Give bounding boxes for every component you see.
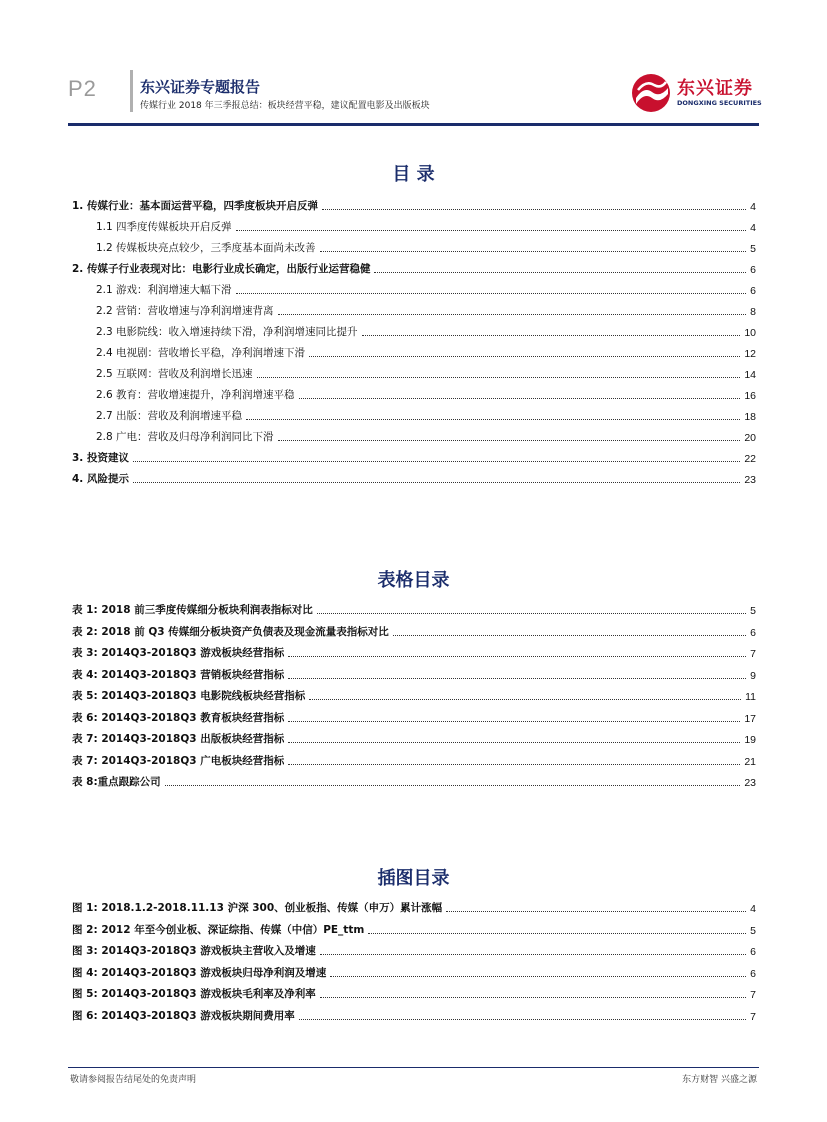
entry-page-number: 23 (744, 777, 756, 789)
tables-entry[interactable] (72, 773, 756, 789)
entry-label: 表 6: 2014Q3-2018Q3 教育板块经营指标 (72, 711, 285, 724)
report-title: 东兴证券专题报告 (140, 78, 261, 96)
contents-entry[interactable] (96, 407, 756, 423)
company-logo (630, 72, 765, 114)
entry-page-number: 11 (745, 691, 756, 703)
entry-label: 4. 风险提示 (72, 473, 129, 485)
figures-entry[interactable] (72, 942, 756, 958)
entry-label: 图 1: 2018.1.2-2018.11.13 沪深 300、创业板指、传媒（申万）累计涨幅 (72, 902, 443, 914)
dot-leader (288, 742, 740, 743)
figures-list-title: 插图目录 (377, 868, 450, 889)
entry-page-number: 6 (750, 967, 756, 980)
entry-page-number: 4 (750, 903, 756, 915)
entry-label: 2.6 教育：营收增速提升，净利润增速平稳 (96, 389, 295, 401)
entry-page-number: 22 (744, 453, 756, 465)
figures-entry[interactable] (72, 1007, 756, 1023)
contents-entry[interactable] (96, 365, 756, 381)
entry-page-number: 6 (750, 264, 756, 276)
entry-page-number: 5 (750, 605, 756, 617)
entry-page-number: 17 (744, 712, 756, 725)
dot-leader (246, 419, 740, 420)
dot-leader (320, 251, 747, 252)
dot-leader (309, 699, 741, 700)
dot-leader (309, 356, 740, 357)
entry-page-number: 5 (750, 243, 756, 255)
dot-leader (236, 230, 747, 231)
dot-leader (299, 1019, 746, 1020)
entry-label: 图 3: 2014Q3-2018Q3 游戏板块主营收入及增速 (72, 945, 316, 957)
contents-entry[interactable] (96, 302, 756, 318)
entry-page-number: 9 (750, 669, 756, 682)
entry-label: 表 7: 2014Q3-2018Q3 广电板块经营指标 (72, 754, 285, 767)
entry-label: 1.1 四季度传媒板块开启反弹 (96, 221, 232, 233)
entry-page-number: 19 (744, 734, 756, 746)
entry-label: 2.5 互联网：营收及利润增长迅速 (96, 368, 253, 380)
entry-page-number: 5 (750, 924, 756, 937)
dot-leader (288, 721, 740, 722)
dot-leader (133, 482, 740, 483)
contents-entry[interactable] (96, 239, 756, 255)
entry-label: 表 5: 2014Q3-2018Q3 电影院线板块经营指标 (72, 690, 306, 702)
contents-entry[interactable] (96, 281, 756, 297)
dot-leader (236, 293, 747, 294)
entry-page-number: 7 (750, 648, 756, 660)
entry-label: 1.2 传媒板块亮点较少，三季度基本面尚未改善 (96, 242, 316, 254)
entry-page-number: 6 (750, 626, 756, 639)
entry-label: 3. 投资建议 (72, 452, 129, 464)
figures-entry[interactable] (72, 921, 756, 937)
dot-leader (374, 272, 746, 273)
dot-leader (288, 656, 746, 657)
tables-entry[interactable] (72, 666, 756, 682)
tables-entry[interactable] (72, 601, 756, 617)
contents-entry[interactable] (96, 323, 756, 339)
entry-page-number: 14 (744, 369, 756, 381)
entry-page-number: 23 (744, 474, 756, 486)
contents-entry[interactable] (96, 218, 756, 234)
entry-page-number: 12 (744, 348, 756, 360)
entry-label: 1. 传媒行业：基本面运营平稳，四季度板块开启反弹 (72, 200, 318, 212)
dot-leader (299, 398, 741, 399)
dot-leader (393, 635, 746, 636)
logo-english-name: DONGXING SECURITIES (677, 99, 762, 107)
entry-page-number: 6 (750, 285, 756, 297)
contents-entry[interactable] (96, 344, 756, 360)
figures-entry[interactable] (72, 899, 756, 915)
tables-entry[interactable] (72, 752, 756, 768)
footer-rule (68, 1067, 759, 1068)
entry-page-number: 4 (750, 201, 756, 213)
contents-entry[interactable] (96, 428, 756, 444)
entry-page-number: 16 (744, 390, 756, 402)
contents-entry[interactable] (96, 386, 756, 402)
entry-page-number: 10 (744, 327, 756, 339)
dot-leader (133, 461, 740, 462)
tables-entry[interactable] (72, 644, 756, 660)
tables-entry[interactable] (72, 687, 756, 703)
dot-leader (317, 613, 746, 614)
entry-label: 表 8:重点跟踪公司 (72, 776, 161, 788)
entry-page-number: 7 (750, 989, 756, 1001)
entry-label: 表 4: 2014Q3-2018Q3 营销板块经营指标 (72, 668, 285, 681)
dot-leader (278, 440, 741, 441)
contents-entry[interactable] (72, 470, 756, 486)
entry-label: 表 7: 2014Q3-2018Q3 出版板块经营指标 (72, 733, 285, 745)
report-subtitle: 传媒行业 2018 年三季报总结：板块经营平稳，建议配置电影及出版板块 (140, 101, 430, 111)
header-divider (130, 70, 133, 112)
page-number: P2 (68, 76, 97, 101)
entry-label: 表 1: 2018 前三季度传媒细分板块利润表指标对比 (72, 604, 313, 616)
figures-entry[interactable] (72, 985, 756, 1001)
entry-page-number: 7 (750, 1010, 756, 1023)
dot-leader (446, 911, 746, 912)
figures-entry[interactable] (72, 964, 756, 980)
entry-label: 表 3: 2014Q3-2018Q3 游戏板块经营指标 (72, 647, 285, 659)
dot-leader (320, 997, 746, 998)
entry-label: 2.8 广电：营收及归母净利润同比下滑 (96, 431, 274, 443)
entry-page-number: 4 (750, 222, 756, 234)
dot-leader (257, 377, 741, 378)
tables-entry[interactable] (72, 623, 756, 639)
dot-leader (362, 335, 741, 336)
entry-label: 图 4: 2014Q3-2018Q3 游戏板块归母净利润及增速 (72, 966, 327, 979)
logo-emblem-icon (630, 72, 674, 114)
contents-entry[interactable] (72, 197, 756, 213)
contents-entry[interactable] (72, 260, 756, 276)
entry-label: 图 6: 2014Q3-2018Q3 游戏板块期间费用率 (72, 1009, 295, 1022)
entry-page-number: 21 (744, 755, 756, 768)
entry-label: 2.1 游戏：利润增速大幅下滑 (96, 284, 232, 296)
entry-page-number: 18 (744, 411, 756, 423)
entry-label: 2.3 电影院线：收入增速持续下滑，净利润增速同比提升 (96, 326, 358, 338)
entry-label: 2.4 电视剧：营收增长平稳，净利润增速下滑 (96, 347, 306, 359)
header-rule (68, 123, 759, 126)
footer-slogan: 东方财智 兴盛之源 (682, 1075, 757, 1085)
entry-label: 图 5: 2014Q3-2018Q3 游戏板块毛利率及净利率 (72, 988, 316, 1000)
entry-label: 表 2: 2018 前 Q3 传媒细分板块资产负债表及现金流量表指标对比 (72, 625, 389, 638)
entry-page-number: 20 (744, 432, 756, 444)
dot-leader (320, 954, 746, 955)
tables-entry[interactable] (72, 709, 756, 725)
dot-leader (330, 976, 746, 977)
dot-leader (322, 209, 746, 210)
dot-leader (288, 678, 746, 679)
page-header (0, 0, 827, 130)
contents-entry[interactable] (72, 449, 756, 465)
entry-label: 2.7 出版：营收及利润增速平稳 (96, 410, 243, 422)
entry-page-number: 6 (750, 946, 756, 958)
entry-label: 2.2 营销：营收增速与净利润增速背离 (96, 305, 274, 317)
tables-entry[interactable] (72, 730, 756, 746)
footer-disclaimer: 敬请参阅报告结尾处的免责声明 (70, 1075, 197, 1085)
entry-label: 2. 传媒子行业表现对比：电影行业成长确定，出版行业运营稳健 (72, 263, 371, 275)
dot-leader (368, 933, 746, 934)
entry-label: 图 2: 2012 年至今创业板、深证综指、传媒（中信）PE_ttm (72, 923, 365, 936)
contents-title: 目 录 (392, 164, 435, 185)
dot-leader (288, 764, 740, 765)
dot-leader (278, 314, 747, 315)
entry-page-number: 8 (750, 306, 756, 318)
logo-chinese-name: 东兴证券 (677, 78, 753, 99)
tables-list-title: 表格目录 (377, 570, 450, 591)
dot-leader (165, 785, 741, 786)
